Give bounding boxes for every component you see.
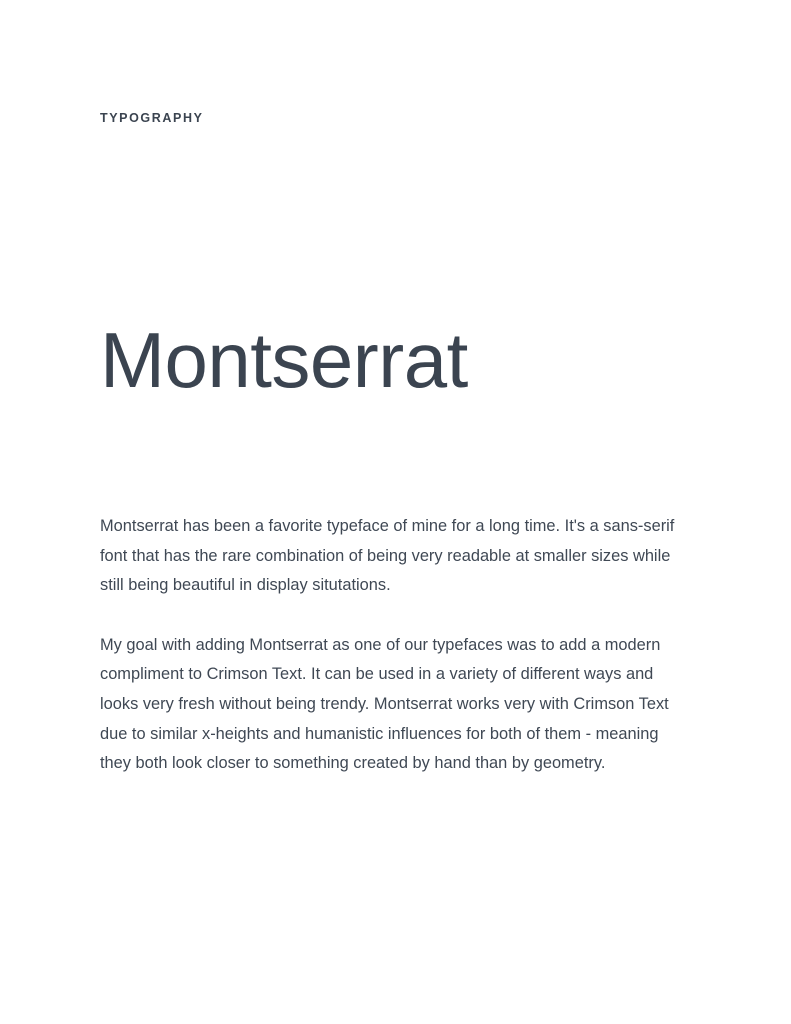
paragraph-2: My goal with adding Montserrat as one of our typefaces was to add a modern compliment to Crimson Text. It can be used in a variety of different ways and looks very fresh without being trendy. Montserrat works very with Crimson Text due to similar x-heights and humanistic influences for both of them - meaning they both look closer to something created by hand than by geometry. xyxy=(100,635,669,773)
body-copy xyxy=(100,512,675,779)
section-eyebrow-label: TYPOGRAPHY xyxy=(100,111,204,125)
paragraph-1: Montserrat has been a favorite typeface of mine for a long time. It's a sans-serif font that has the rare combination of being very readable at smaller sizes while still being beautiful in display situtations. xyxy=(100,517,675,595)
page-title: Montserrat xyxy=(100,316,468,405)
